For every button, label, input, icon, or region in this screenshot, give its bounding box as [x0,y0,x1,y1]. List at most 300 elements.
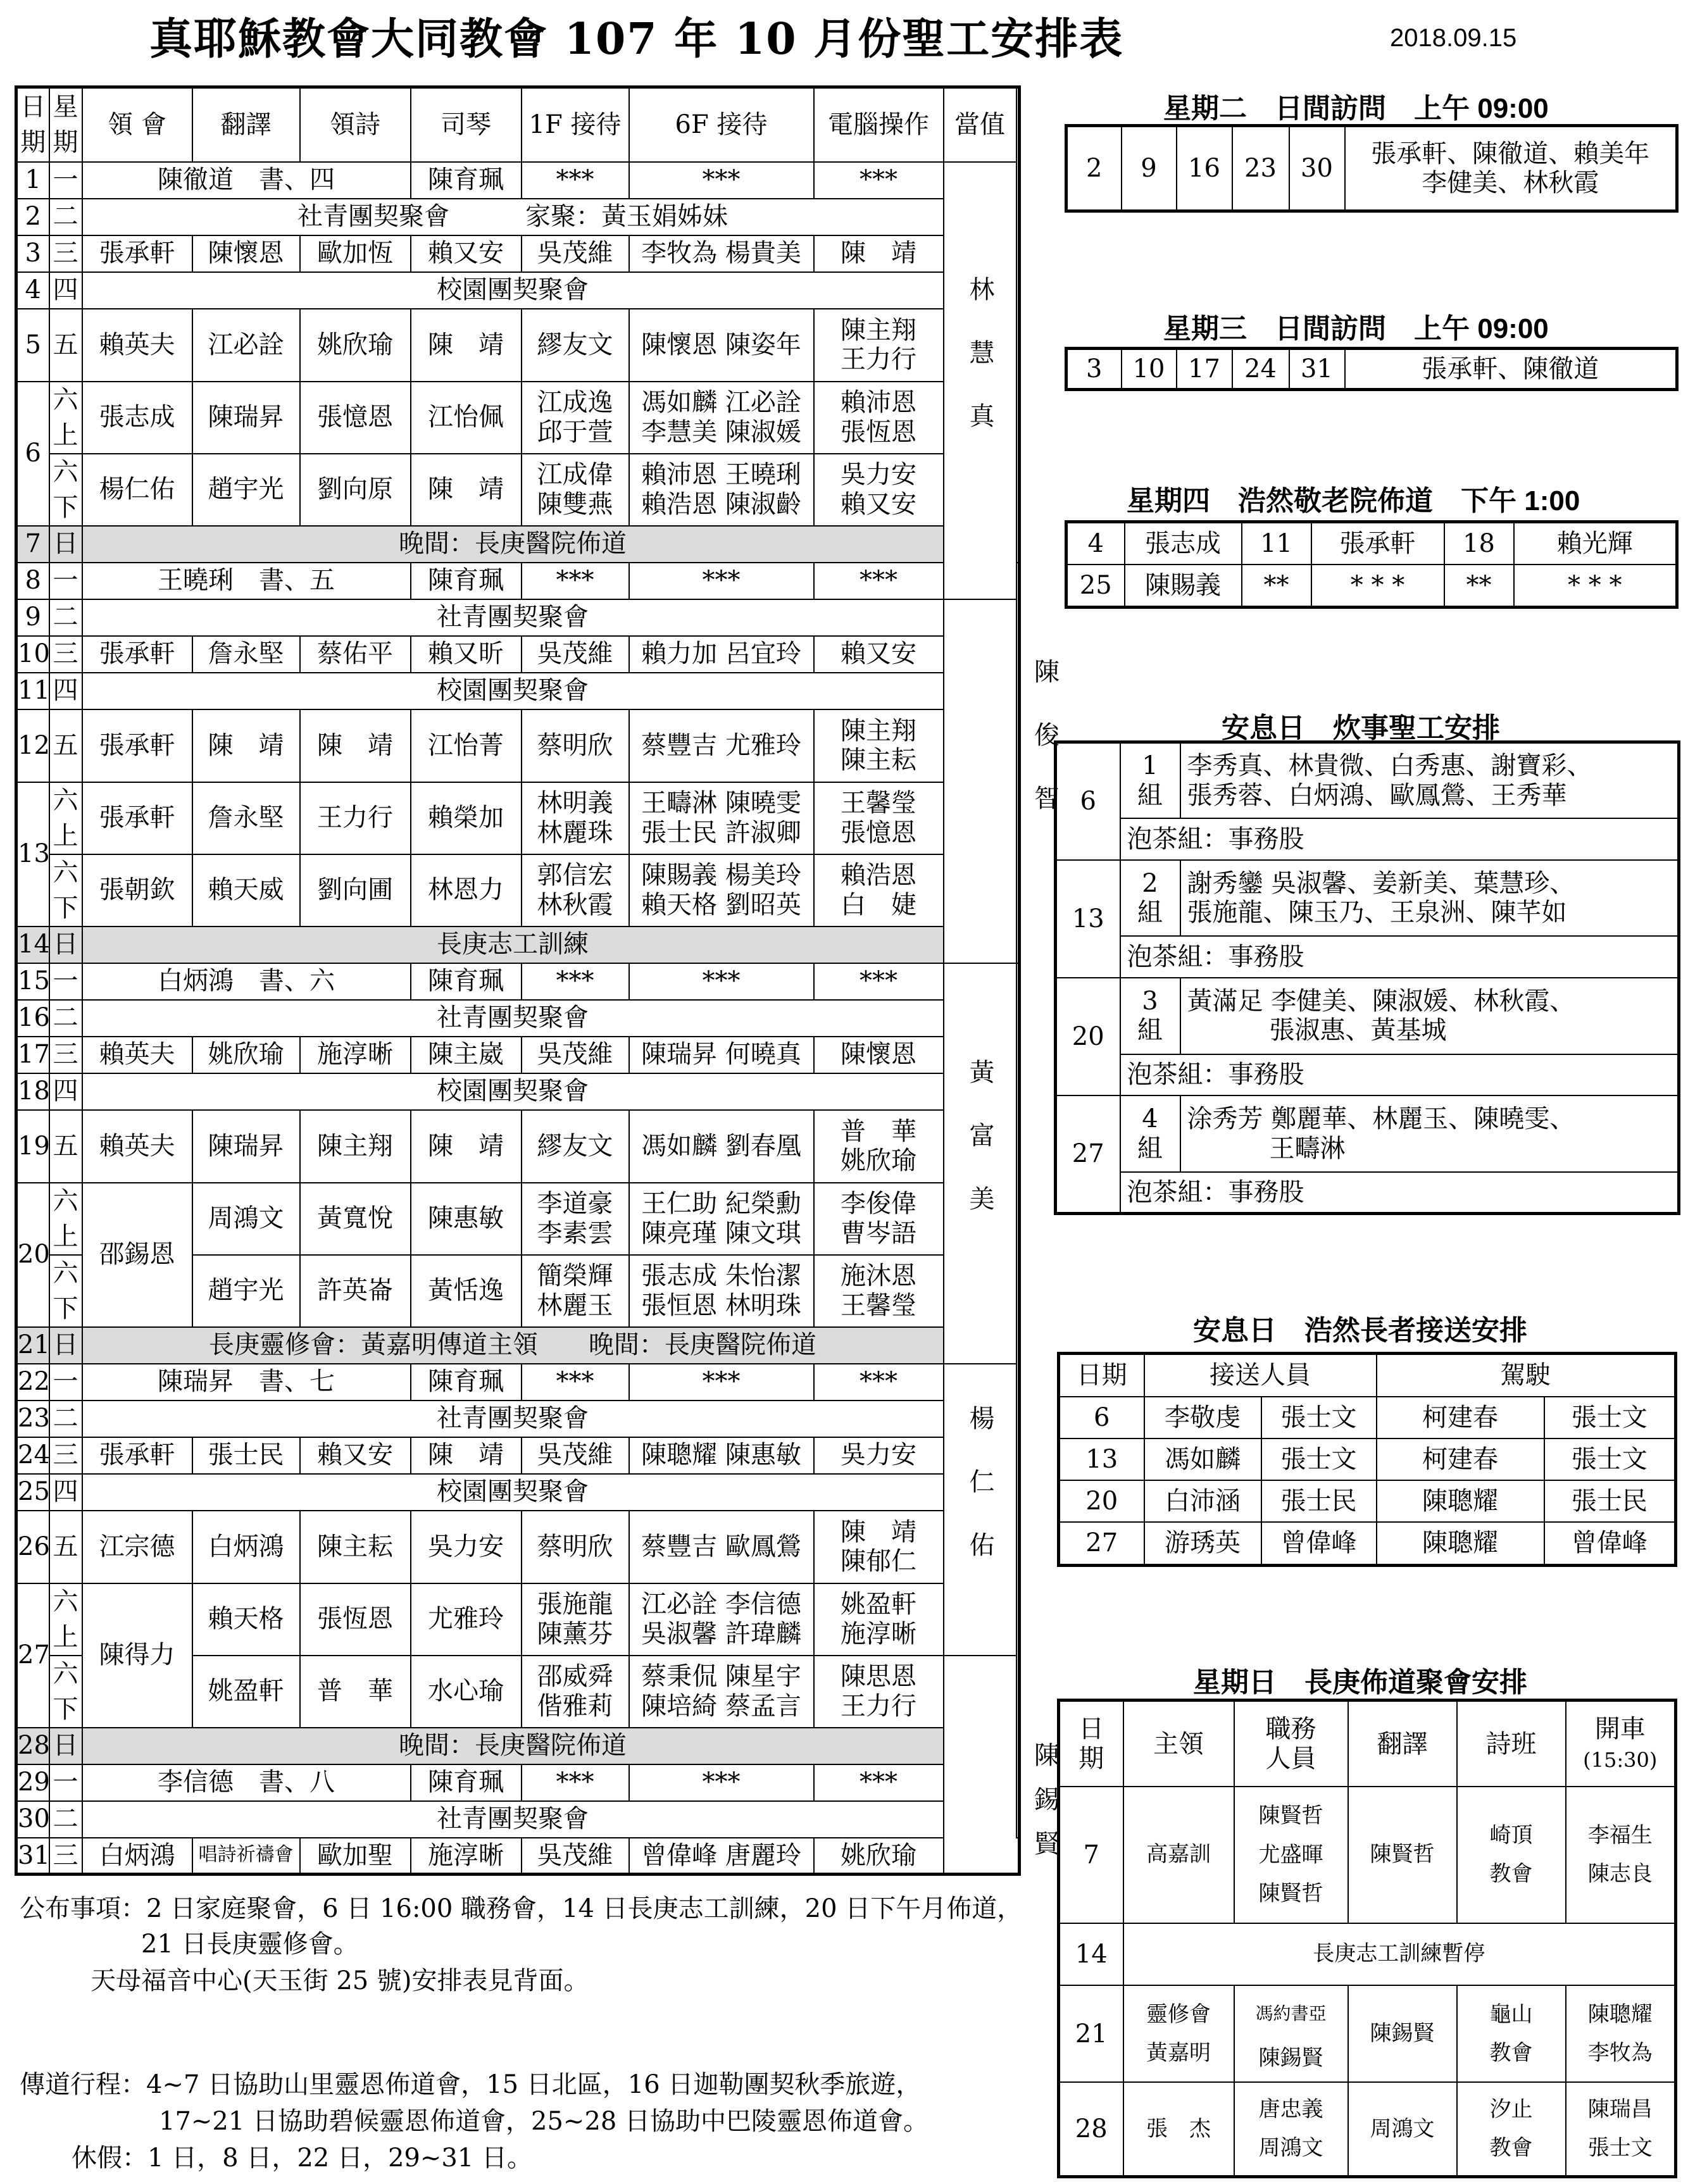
translator: 周鴻文 [192,1183,300,1255]
header-piano: 司琴 [411,87,522,162]
computer: 王馨瑩 張憶恩 [814,782,944,854]
header-leader: 領 會 [82,87,192,162]
preacher: * * * [1514,565,1677,608]
hymn-leader: 陳 靖 [300,709,411,782]
computer: *** [814,563,944,599]
weekday: 六上 [49,382,82,454]
translator: 陳瑞昇 [192,1110,300,1183]
driver: 柯建春 [1377,1397,1544,1438]
table-row-sunday [16,1327,1020,1364]
sunday-preach-table [1057,1699,1677,2178]
piano: 江怡菁 [411,709,522,782]
weekday: 四 [49,1474,82,1511]
reception-1f: 邵威舜 偕雅莉 [522,1656,629,1728]
computer: 陳 靖 陳郁仁 [814,1511,944,1583]
day: 10 [16,636,49,673]
piano: 尤雅玲 [411,1583,522,1656]
day: 2 [16,199,49,235]
day: 3 [16,235,49,272]
day: 22 [16,1364,49,1401]
header-driver: 駕駛 [1377,1354,1676,1397]
driver: 張士民 [1544,1480,1676,1522]
table-row [16,199,1020,235]
header-escort: 接送人員 [1144,1354,1377,1397]
reception-6f: 陳懷恩 陳姿年 [629,309,814,382]
transport-date: 27 [1059,1522,1144,1565]
day: 14 [16,927,49,963]
piano: 陳育珮 [411,1364,522,1401]
leader: 楊仁佑 [82,454,192,526]
hymn-leader: 張恆恩 [300,1583,411,1656]
escort: 張士民 [1261,1480,1377,1522]
event: 校園團契聚會 [82,1474,944,1511]
event: 晚間：長庚醫院佈道 [82,1728,944,1764]
leader: 張承軒 [82,636,192,673]
day: 5 [16,309,49,382]
translator: 詹永堅 [192,782,300,854]
hymn-leader: 普 華 [300,1656,411,1728]
table-row [16,963,1020,1000]
day: 29 [16,1764,49,1801]
header-duty: 當值 [944,87,1016,162]
translator: 陳瑞昇 [192,382,300,454]
weekday: 日 [49,1728,82,1764]
preach-date: 4 [1066,522,1125,565]
computer: 陳主翔 王力行 [814,309,944,382]
preacher: 賴光輝 [1514,522,1677,565]
reception-6f: 蔡豐吉 歐鳳鶯 [629,1511,814,1583]
transport-date: 6 [1059,1397,1144,1438]
reception-6f: 陳賜義 楊美玲 賴天格 劉昭英 [629,854,814,927]
reception-1f: 吳茂維 [522,1437,629,1474]
reception-6f: 蔡秉侃 陳星宇 陳培綺 蔡孟言 [629,1656,814,1728]
piano: 賴又昕 [411,636,522,673]
weekday: 一 [49,1364,82,1401]
reception-1f: 蔡明欣 [522,709,629,782]
leader-book: 王曉琍 書、五 [82,563,411,599]
announcement-line: 天母福音中心(天玉街 25 號)安排表見背面。 [91,1966,589,1995]
reception-6f: 馮如麟 江必詮 李慧美 陳淑媛 [629,382,814,454]
preacher: 陳賜義 [1125,565,1242,608]
computer: *** [814,1364,944,1401]
piano: 陳惠敏 [411,1183,522,1255]
reception-1f: *** [522,1364,629,1401]
table-row [16,563,1020,599]
table-row [16,235,1020,272]
computer: 吳力安 [814,1437,944,1474]
weekday: 六下 [49,1255,82,1327]
event: 社青團契聚會 家聚：黃玉娟姊妹 [82,199,944,235]
computer: 李俊偉 曹岑語 [814,1183,944,1255]
piano: 黃恬逸 [411,1255,522,1327]
hymn-leader: 賴又安 [300,1437,411,1474]
day: 9 [16,599,49,636]
escort: 白沛涵 [1144,1480,1261,1522]
leader: 賴英夫 [82,1037,192,1073]
preach-date: 25 [1066,565,1125,608]
day: 4 [16,272,49,309]
sunday-staff: 陳賢哲 尤盛暉 陳賢哲 [1234,1787,1348,1923]
tea-group: 泡茶組：事務股 [1120,936,1679,978]
table-row [16,454,1020,526]
event: 校園團契聚會 [82,272,944,309]
header-computer: 電腦操作 [814,87,944,162]
visit-people: 張承軒、陳徹道 [1345,349,1677,390]
hymn-leader: 黃寬悅 [300,1183,411,1255]
escort: 曾偉峰 [1261,1522,1377,1565]
hymn-leader: 張憶恩 [300,382,411,454]
computer: 姚欣瑜 [814,1838,944,1875]
reception-1f: 郭信宏 林秋霞 [522,854,629,927]
reception-6f: 賴沛恩 王曉琍 賴浩恩 陳淑齡 [629,454,814,526]
weekday: 四 [49,673,82,709]
computer: 施沐恩 王馨瑩 [814,1255,944,1327]
table-row [16,673,1020,709]
leader: 白炳鴻 [82,1838,192,1875]
event: 社青團契聚會 [82,1801,944,1838]
computer: 吳力安 賴又安 [814,454,944,526]
sunday-date: 14 [1059,1923,1123,1986]
leader-book: 陳瑞昇 書、七 [82,1364,411,1401]
escort: 馮如麟 [1144,1438,1261,1480]
day: 19 [16,1110,49,1183]
translator: 姚欣瑜 [192,1037,300,1073]
table-row [16,1801,1020,1838]
preacher: 張承軒 [1311,522,1444,565]
header-staff: 職務 人員 [1234,1700,1348,1787]
hymn-leader: 劉向圃 [300,854,411,927]
table-row [16,1511,1020,1583]
sunday-choir: 龜山 教會 [1457,1985,1566,2082]
piano: 陳育珮 [411,563,522,599]
event: 社青團契聚會 [82,599,944,636]
reception-1f: 林明義 林麗珠 [522,782,629,854]
weekday: 六下 [49,454,82,526]
computer: *** [814,162,944,199]
piano: 賴又安 [411,235,522,272]
preacher: 張志成 [1125,522,1242,565]
header-week: 星期 [49,87,82,162]
reception-1f: *** [522,162,629,199]
reception-6f: *** [629,162,814,199]
reception-1f: 吳茂維 [522,1037,629,1073]
reception-6f: 王疇淋 陳曉雯 張士民 許淑卿 [629,782,814,854]
weekday: 五 [49,309,82,382]
translator: 張士民 [192,1437,300,1474]
preach-date: 18 [1444,522,1514,565]
weekday: 二 [49,199,82,235]
weekday: 二 [49,1401,82,1437]
header-1f: 1F 接待 [522,87,629,162]
day: 31 [16,1838,49,1875]
sunday-choir: 崎頂 教會 [1457,1787,1566,1923]
announcement-line: 公布事項：2 日家庭聚會，6 日 16:00 職務會，14 日長庚志工訓練，20 日下午月佈道， [20,1894,1023,1923]
leader: 張朝欽 [82,854,192,927]
hymn-leader: 許英崙 [300,1255,411,1327]
cook-members: 黃滿足 李健美、陳淑媛、林秋霞、 張淑惠、黃基城 [1180,978,1679,1054]
reception-1f: *** [522,1764,629,1801]
reception-6f: 馮如麟 劉春凰 [629,1110,814,1183]
sunday-date: 7 [1059,1787,1123,1923]
table-row [16,1401,1020,1437]
driver: 陳聰耀 [1377,1480,1544,1522]
cook-date: 6 [1056,742,1120,860]
table-row [16,1838,1020,1875]
day: 8 [16,563,49,599]
day: 7 [16,526,49,563]
visit-date: 3 [1066,349,1122,390]
leader: 賴英夫 [82,1110,192,1183]
duty-person: 楊仁佑 [944,1364,1016,1656]
tea-group: 泡茶組：事務股 [1120,818,1679,860]
driver: 張士文 [1544,1397,1676,1438]
day: 11 [16,673,49,709]
visit-date: 31 [1289,349,1345,390]
weekday: 三 [49,1437,82,1474]
weekday: 二 [49,599,82,636]
day: 20 [16,1183,49,1327]
computer: 賴又安 [814,636,944,673]
computer: 陳思恩 王力行 [814,1656,944,1728]
hymn-leader: 施淳晰 [300,1037,411,1073]
day: 21 [16,1327,49,1364]
reception-6f: *** [629,963,814,1000]
reception-6f: 賴力加 呂宜玲 [629,636,814,673]
reception-1f: 李道豪 李素雲 [522,1183,629,1255]
sunday-driver: 陳瑞昌 張士文 [1566,2082,1676,2176]
weekday: 四 [49,272,82,309]
table-row-sunday [16,927,1020,963]
header-day: 日期 [16,87,49,162]
preach-date: 11 [1242,522,1311,565]
tea-group: 泡茶組：事務股 [1120,1054,1679,1096]
leader: 賴英夫 [82,309,192,382]
piano: 陳育珮 [411,1764,522,1801]
reception-1f: *** [522,963,629,1000]
hymn-leader: 劉向原 [300,454,411,526]
reception-1f: 吳茂維 [522,1838,629,1875]
translator: 江必詮 [192,309,300,382]
cook-date: 27 [1056,1095,1120,1213]
table-row [16,1474,1020,1511]
table-row [16,599,1020,636]
day: 15 [16,963,49,1000]
escort: 張士文 [1261,1397,1377,1438]
event: 長庚靈修會：黃嘉明傳道主領 晚間：長庚醫院佈道 [82,1327,944,1364]
sunday-leader: 高嘉訓 [1123,1787,1234,1923]
translator: 詹永堅 [192,636,300,673]
computer: *** [814,1764,944,1801]
sunday-leader: 張 杰 [1123,2082,1234,2176]
piano: 陳主崴 [411,1037,522,1073]
table-row [16,854,1020,927]
elder-transport-title: 安息日 浩然長者接送安排 [1193,1315,1527,1346]
leader: 江宗德 [82,1511,192,1583]
table-row [16,382,1020,454]
preacher: * * * [1311,565,1444,608]
visit-people: 張承軒、陳徹道、賴美年 李健美、林秋霞 [1345,126,1677,211]
table-row-sunday [16,1728,1020,1764]
event: 校園團契聚會 [82,1073,944,1110]
weekday: 三 [49,1838,82,1875]
table-row [16,309,1020,382]
table-row [16,709,1020,782]
table-row [16,1364,1020,1401]
day: 28 [16,1728,49,1764]
piano: 陳育珮 [411,162,522,199]
header-hymn: 領詩 [300,87,411,162]
header-leader: 主領 [1123,1700,1234,1787]
weekday: 五 [49,1110,82,1183]
sunday-event: 長庚志工訓練暫停 [1123,1923,1676,1986]
visit-date: 2 [1066,126,1122,211]
day: 16 [16,1000,49,1037]
piano: 林恩力 [411,854,522,927]
elder-transport-table [1057,1352,1677,1567]
sunday-driver: 陳聰耀 李牧為 [1566,1985,1676,2082]
main-schedule-table [15,85,1060,1876]
sunday-driver: 李福生 陳志良 [1566,1787,1676,1923]
weekday: 六上 [49,782,82,854]
visit-date: 24 [1232,349,1289,390]
reception-1f: 江成偉 陳雙燕 [522,454,629,526]
weekday: 三 [49,1037,82,1073]
reception-1f: 簡榮輝 林麗玉 [522,1255,629,1327]
visit-date: 9 [1122,126,1177,211]
day: 25 [16,1474,49,1511]
sunday-translator: 陳錫賢 [1348,1985,1457,2082]
event: 長庚志工訓練 [82,927,944,963]
tea-group: 泡茶組：事務股 [1120,1172,1679,1214]
translator: 趙宇光 [192,1255,300,1327]
transport-date: 20 [1059,1480,1144,1522]
sunday-choir: 汐止 教會 [1457,2082,1566,2176]
day: 18 [16,1073,49,1110]
translator: 唱詩祈禱會 [192,1838,300,1875]
day: 13 [16,782,49,927]
wednesday-visit-title: 星期三 日間訪問 上午 09:00 [1163,313,1549,344]
leader: 邵錫恩 [82,1183,192,1327]
day: 12 [16,709,49,782]
weekday: 日 [49,1327,82,1364]
reception-6f: *** [629,1364,814,1401]
computer: 陳 靖 [814,235,944,272]
visit-date: 23 [1232,126,1289,211]
table-row [16,636,1020,673]
computer: 姚盈軒 施淳晰 [814,1583,944,1656]
leader: 張承軒 [82,1437,192,1474]
reception-1f: 吳茂維 [522,235,629,272]
piano: 陳 靖 [411,309,522,382]
reception-1f: 繆友文 [522,309,629,382]
piano: 施淳晰 [411,1838,522,1875]
piano: 陳 靖 [411,454,522,526]
weekday: 六下 [49,854,82,927]
weekday: 日 [49,927,82,963]
reception-6f: *** [629,1764,814,1801]
cook-date: 20 [1056,978,1120,1095]
reception-1f: 繆友文 [522,1110,629,1183]
day: 26 [16,1511,49,1583]
event: 社青團契聚會 [82,1000,944,1037]
day: 24 [16,1437,49,1474]
event: 校園團契聚會 [82,673,944,709]
hymn-leader: 歐加恆 [300,235,411,272]
weekday: 一 [49,963,82,1000]
computer: 普 華 姚欣瑜 [814,1110,944,1183]
table-row-sunday [16,526,1020,563]
weekday: 三 [49,636,82,673]
cook-members: 涂秀芳 鄭麗華、林麗玉、陳曉雯、 王疇淋 [1180,1095,1679,1172]
piano: 賴榮加 [411,782,522,854]
leader-book: 陳徹道 書、四 [82,162,411,199]
header-date: 日 期 [1059,1700,1123,1787]
event: 社青團契聚會 [82,1401,944,1437]
table-row [16,1000,1020,1037]
table-header-row [16,87,1020,162]
table-row [16,272,1020,309]
driver: 曾偉峰 [1544,1522,1676,1565]
cook-date: 13 [1056,860,1120,978]
weekday: 五 [49,709,82,782]
hymn-leader: 歐加聖 [300,1838,411,1875]
hymn-leader: 姚欣瑜 [300,309,411,382]
sunday-preach-title: 星期日 長庚佈道聚會安排 [1193,1667,1527,1698]
day: 6 [16,382,49,526]
thursday-preach-table [1065,520,1679,609]
visit-date: 17 [1177,349,1232,390]
weekday: 五 [49,1511,82,1583]
table-row [16,1073,1020,1110]
weekday: 六下 [49,1656,82,1728]
weekday: 二 [49,1801,82,1838]
hymn-leader: 王力行 [300,782,411,854]
duty-person: 林慧真 [944,162,1016,599]
header-6f: 6F 接待 [629,87,814,162]
preach-date: ** [1444,565,1514,608]
piano: 江怡佩 [411,382,522,454]
table-row [16,782,1020,854]
table-row [16,1110,1020,1183]
reception-1f: 張施龍 陳薰芬 [522,1583,629,1656]
sunday-translator: 陳賢哲 [1348,1787,1457,1923]
computer: 陳懷恩 [814,1037,944,1073]
itinerary-line: 傳道行程：4~7 日協助山里靈恩佈道會，15 日北區，16 日迦勒團契秋季旅遊， [20,2070,922,2099]
piano: 水心瑜 [411,1656,522,1728]
piano: 陳育珮 [411,963,522,1000]
leader-book: 白炳鴻 書、六 [82,963,411,1000]
vacation-line: 休假：1 日，8 日，22 日，29~31 日。 [72,2143,532,2173]
table-row [16,1764,1020,1801]
cook-group: 1 組 [1120,742,1180,819]
computer: 賴沛恩 張恆恩 [814,382,944,454]
escort: 游琇英 [1144,1522,1261,1565]
reception-6f: 李牧為 楊貴美 [629,235,814,272]
page-title: 真耶穌教會大同教會 107 年 10 月份聖工安排表 [149,14,1124,65]
reception-1f: 蔡明欣 [522,1511,629,1583]
computer: 陳主翔 陳主耘 [814,709,944,782]
translator: 陳 靖 [192,709,300,782]
duty-person: 黃富美 [944,963,1016,1364]
day: 17 [16,1037,49,1073]
table-row [16,162,1020,199]
translator: 賴天威 [192,854,300,927]
cook-members: 謝秀鑾 吳淑馨、姜新美、葉慧珍、 張施龍、陳玉乃、王泉洲、陳芊如 [1180,860,1679,937]
tuesday-visit-title: 星期二 日間訪問 上午 09:00 [1163,93,1549,124]
wednesday-visit-table [1065,347,1679,391]
itinerary-line: 17~21 日協助碧候靈恩佈道會，25~28 日協助中巴陵靈恩佈道會。 [159,2107,929,2136]
cook-members: 李秀真、林貴微、白秀惠、謝寶彩、 張秀蓉、白炳鴻、歐鳳鶯、王秀華 [1180,742,1679,819]
